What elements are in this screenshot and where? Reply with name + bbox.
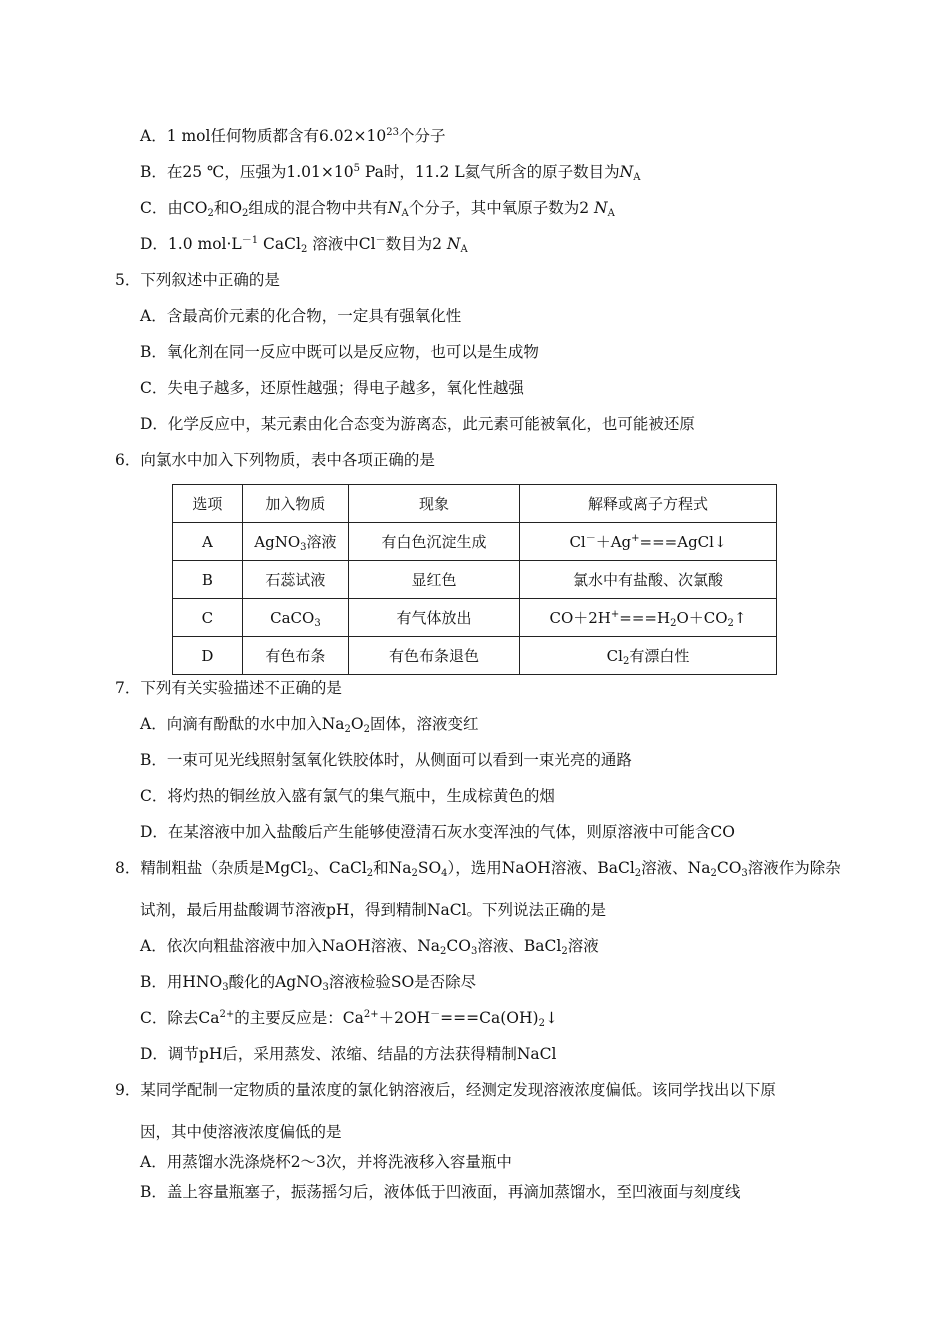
q5-option-a: A．含最高价元素的化合物，一定具有强氧化性 [140,307,462,325]
q6-stem: 6．向氯水中加入下列物质，表中各项正确的是 [115,451,435,469]
cell-phenomenon: 有白色沉淀生成 [349,523,520,561]
q9-option-a: A．用蒸馏水洗涤烧杯2～3次，并将洗液移入容量瓶中 [140,1153,512,1171]
q4-option-a: A．1 mol任何物质都含有$6.02\times 10^{23}$个分子 [140,127,446,145]
header-phenomenon: 现象 [349,485,520,523]
cell-phenomenon: 有色布条退色 [349,637,520,675]
q8-option-a: A．依次向粗盐溶液中加入NaOH溶液、$Na_2CO_3$溶液、BaCl$_2$溶液 [140,937,599,957]
header-option: 选项 [173,485,243,523]
cell-phenomenon: 有气体放出 [349,599,520,637]
q9-stem-continued: 因，其中使溶液浓度偏低的是 [140,1123,342,1141]
cell-explanation: $Cl_2$有漂白性 [519,637,776,675]
q5-option-b: B．氧化剂在同一反应中既可以是反应物，也可以是生成物 [140,343,539,361]
table-row [173,599,777,637]
table-row [173,523,777,561]
q8-stem-continued: 试剂，最后用盐酸调节溶液pH，得到精制NaCl。下列说法正确的是 [140,901,607,919]
cell-substance: 石蕊试液 [242,561,348,599]
cell-option: C [173,599,243,637]
q8-option-b: B．用$HNO_3$酸化的AgNO$_3$溶液检验SO是否除尽 [140,973,477,993]
cell-substance: CaCO$_3$ [242,599,348,637]
q7-option-b: B．一束可见光线照射氢氧化铁胶体时，从侧面可以看到一束光亮的通路 [140,751,632,769]
q8-option-c: C．除去$Ca^{2+}$的主要反应是：$Ca^{2+}+2OH^-===Ca(OH)_2↓$ [140,1009,558,1029]
cell-substance: 有色布条 [242,637,348,675]
table-header-row [173,485,777,523]
cell-substance: AgNO$_3$溶液 [242,523,348,561]
q7-option-c: C．将灼热的铜丝放入盛有氯气的集气瓶中，生成棕黄色的烟 [140,787,555,805]
q7-stem: 7．下列有关实验描述不正确的是 [115,679,342,697]
q9-stem: 9．某同学配制一定物质的量浓度的氯化钠溶液后，经测定发现溶液浓度偏低。该同学找出以下原 [115,1081,776,1099]
q4-option-c: C．由$CO_2$和$O_2$组成的混合物中共有$N_A$个分子，其中氧原子数为2 $N_A$ [140,199,615,219]
table-row [173,561,777,599]
cell-option: D [173,637,243,675]
q8-option-d: D．调节pH后，采用蒸发、浓缩、结晶的方法获得精制NaCl [140,1045,557,1063]
cell-explanation: 氯水中有盐酸、次氯酸 [519,561,776,599]
cell-explanation: $CO+2H^+===H_2O+CO_2↑$ [519,599,776,637]
q8-stem: 8．精制粗盐（杂质是MgCl$_2$、CaCl$_2$和$Na_2SO_4$），选用NaOH溶液、BaCl$_2$溶液、$Na_2CO_3$溶液作为除杂 [115,859,841,879]
cell-explanation: Cl－＋Ag+===AgCl↓ [519,523,776,561]
q6-table [172,484,777,675]
q4-option-d: D．1.0 $mol\cdot L^{-1}$ CaCl$_2$ 溶液中Cl－数目为2 $N_A$ [140,235,468,255]
cell-phenomenon: 显红色 [349,561,520,599]
table-row [173,637,777,675]
header-substance: 加入物质 [242,485,348,523]
header-explanation: 解释或离子方程式 [519,485,776,523]
cell-option: A [173,523,243,561]
q5-option-c: C．失电子越多，还原性越强；得电子越多，氧化性越强 [140,379,524,397]
q5-stem: 5．下列叙述中正确的是 [115,271,280,289]
q9-option-b: B．盖上容量瓶塞子，振荡摇匀后，液体低于凹液面，再滴加蒸馏水，至凹液面与刻度线 [140,1183,741,1201]
q7-option-d: D．在某溶液中加入盐酸后产生能够使澄清石灰水变浑浊的气体，则原溶液中可能含CO [140,823,735,841]
q7-option-a: A．向滴有酚酞的水中加入$Na_2O_2$固体，溶液变红 [140,715,479,735]
cell-option: B [173,561,243,599]
q5-option-d: D．化学反应中，某元素由化合态变为游离态，此元素可能被氧化，也可能被还原 [140,415,695,433]
q4-option-b: B．在25 ℃，压强为$1.01\times 10^5$ Pa时，11.2 L氦气所含的原子数目为$N_A$ [140,163,641,183]
